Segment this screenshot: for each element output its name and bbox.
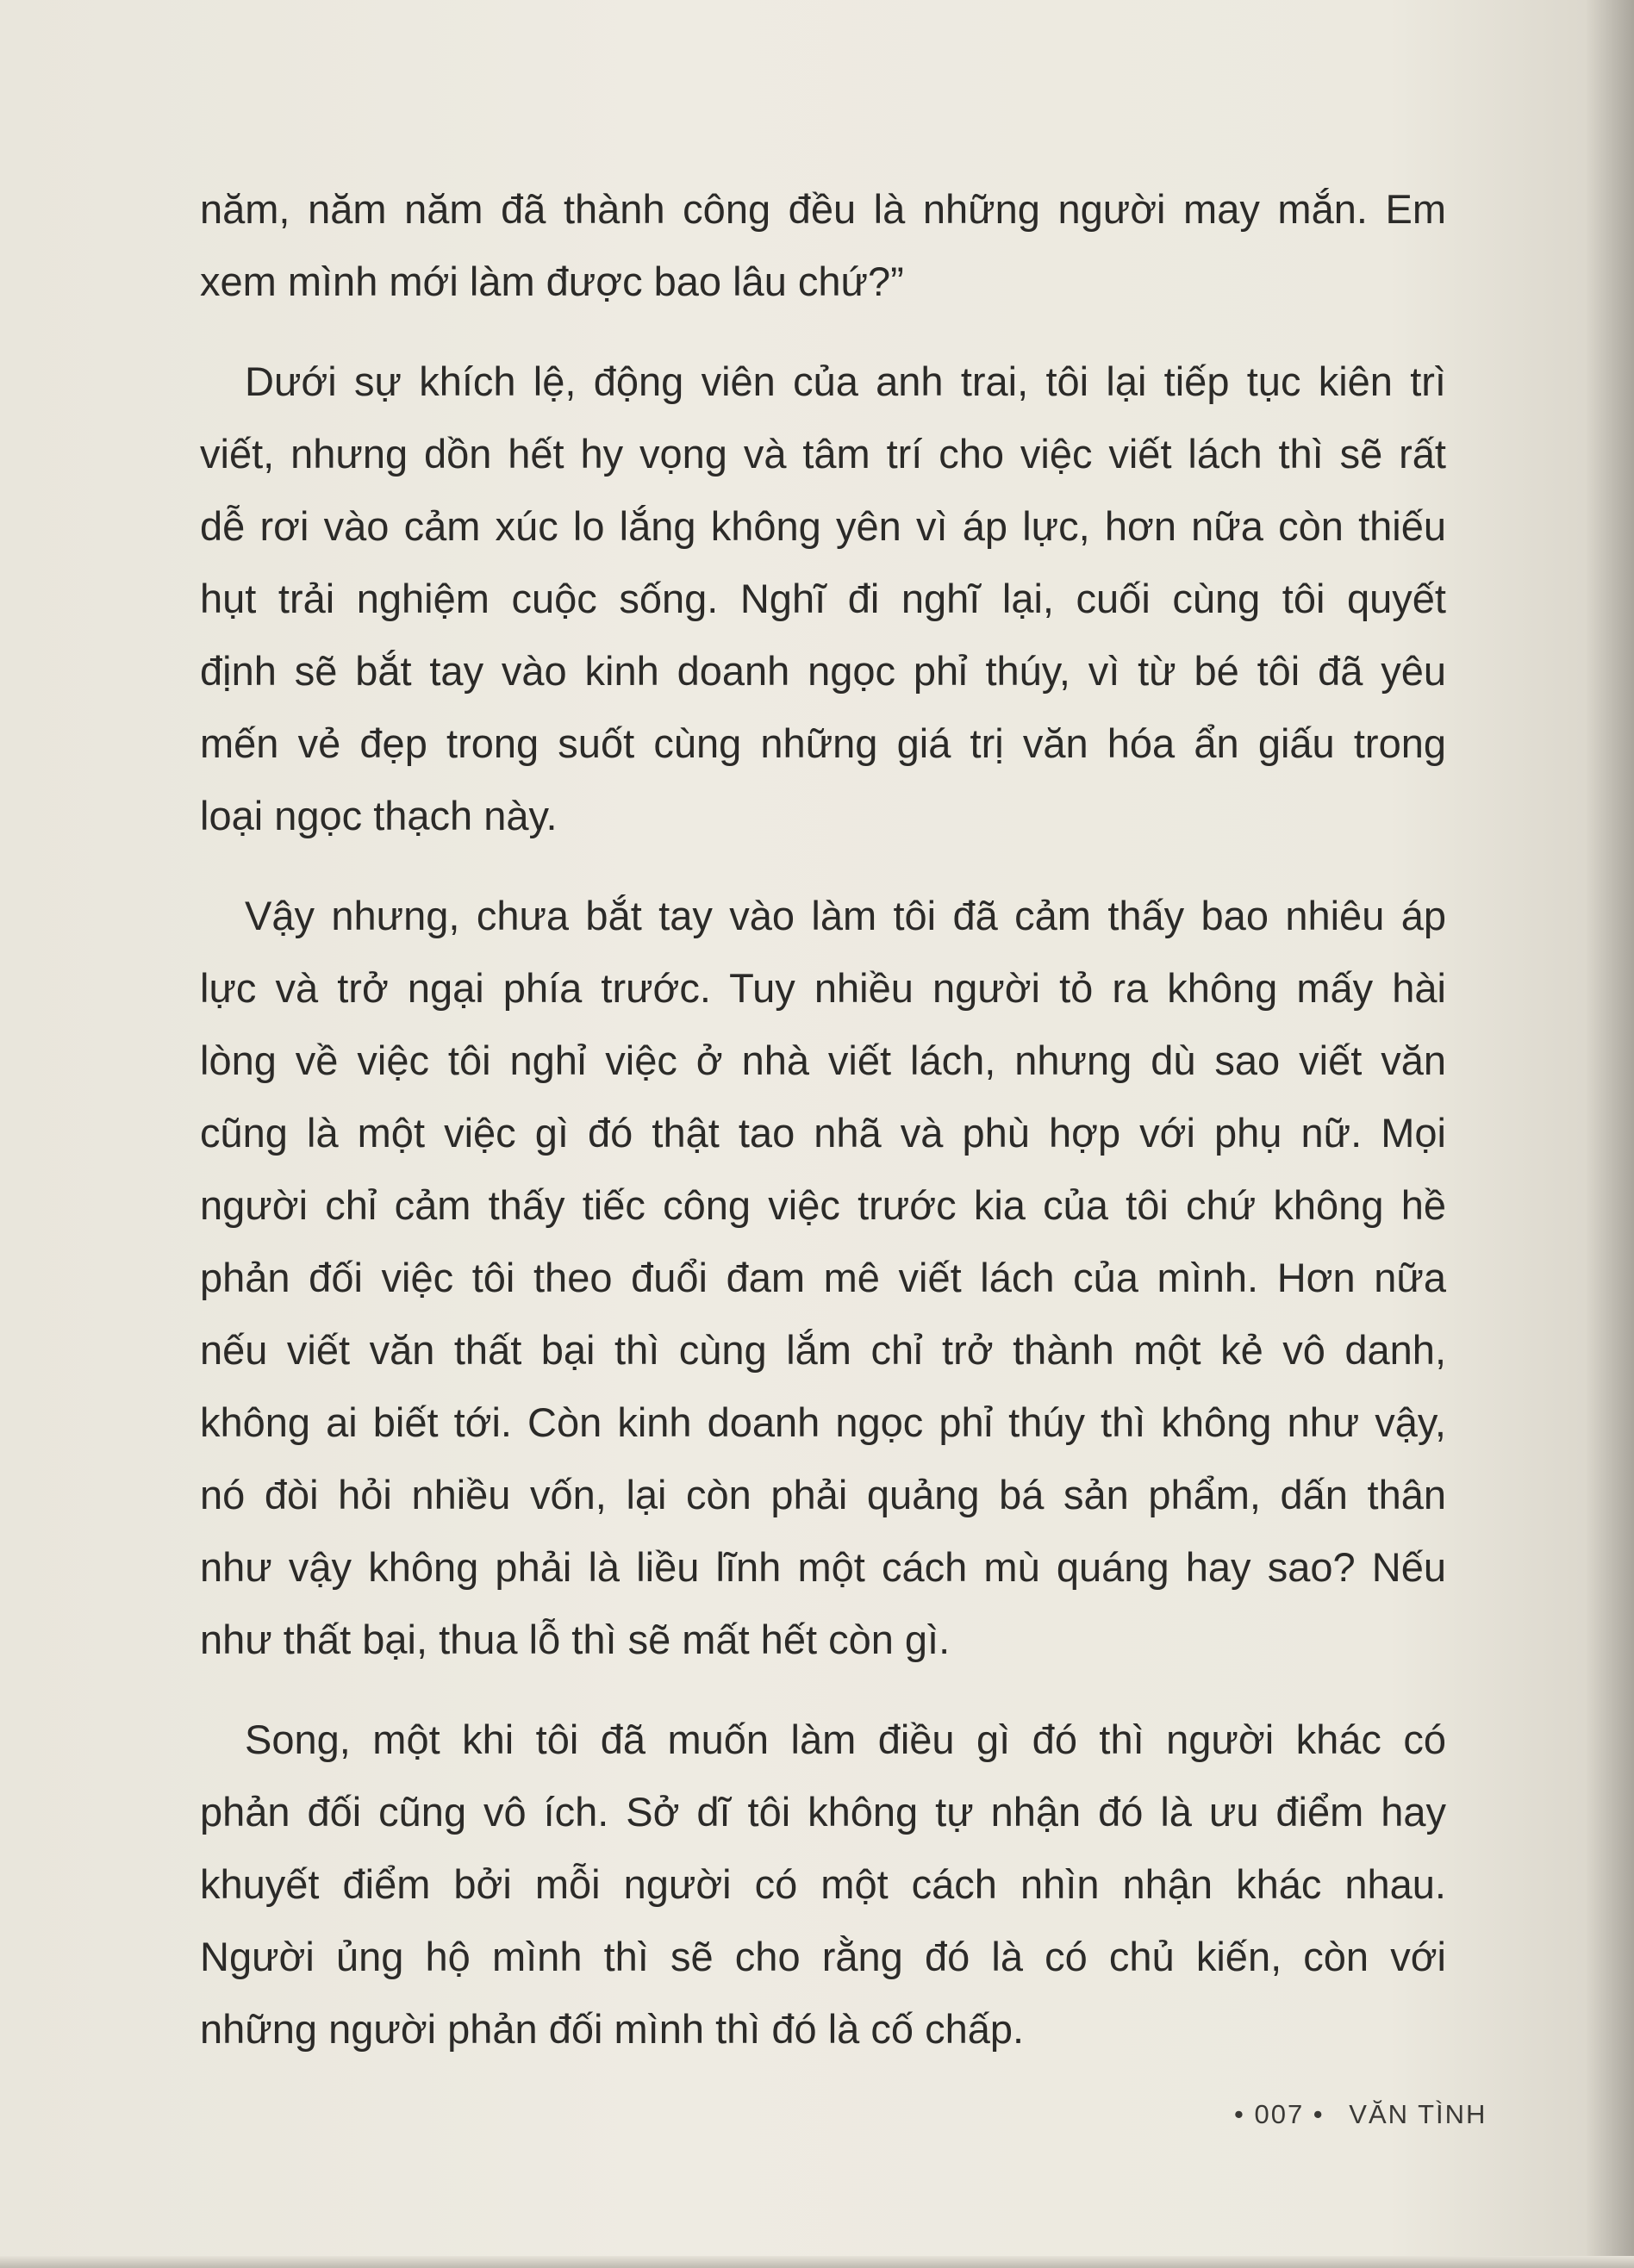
text-line: xem mình mới làm được bao lâu chứ?” [200,259,904,304]
text-line: phản đối việc tôi theo đuổi đam mê viết lách của mình. Hơn nữa [200,1255,1446,1300]
text-line: người chỉ cảm thấy tiếc công việc trước kia của tôi chứ không hề [200,1182,1446,1228]
text-line: loại ngọc thạch này. [200,793,558,838]
text-line: định sẽ bắt tay vào kinh doanh ngọc phỉ thúy, vì từ bé tôi đã yêu [200,648,1446,694]
text-line: không ai biết tới. Còn kinh doanh ngọc phỉ thúy thì không như vậy, [200,1399,1446,1445]
text-line: Người ủng hộ mình thì sẽ cho rằng đó là có chủ kiến, còn với [200,1934,1446,1979]
text-line: cũng là một việc gì đó thật tao nhã và phù hợp với phụ nữ. Mọi [200,1110,1446,1156]
text-line: Dưới sự khích lệ, động viên của anh trai, tôi lại tiếp tục kiên trì [245,358,1446,404]
text-line: như vậy không phải là liều lĩnh một cách mù quáng hay sao? Nếu [200,1544,1446,1590]
text-line: phản đối cũng vô ích. Sở dĩ tôi không tự nhận đó là ưu điểm hay [200,1789,1446,1835]
text-line: lòng về việc tôi nghỉ việc ở nhà viết lách, nhưng dù sao viết văn [200,1037,1446,1083]
paragraph [200,880,1446,1676]
text-line: viết, nhưng dồn hết hy vọng và tâm trí cho việc viết lách thì sẽ rất [200,431,1446,477]
page-edge [0,2256,1634,2268]
text-line: nếu viết văn thất bại thì cùng lắm chỉ trở thành một kẻ vô danh, [200,1327,1446,1373]
body-text [200,173,1446,2093]
running-author: VĂN TÌNH [1349,2099,1487,2129]
paragraph [200,346,1446,852]
text-line: Vậy nhưng, chưa bắt tay vào làm tôi đã cảm thấy bao nhiêu áp [245,893,1446,938]
text-line: mến vẻ đẹp trong suốt cùng những giá trị văn hóa ẩn giấu trong [200,720,1446,766]
text-line: năm, năm năm đã thành công đều là những người may mắn. Em [200,186,1446,232]
paragraph [200,173,1446,318]
text-line: nó đòi hỏi nhiều vốn, lại còn phải quảng bá sản phẩm, dấn thân [200,1472,1446,1517]
paragraph [200,1704,1446,2066]
text-line: như thất bại, thua lỗ thì sẽ mất hết còn gì. [200,1617,951,1662]
text-line: Song, một khi tôi đã muốn làm điều gì đó thì người khác có [245,1717,1446,1762]
page-number: • 007 • [1234,2099,1325,2129]
page-footer [1234,2099,1487,2130]
text-line: những người phản đối mình thì đó là cố chấp. [200,2006,1025,2052]
text-line: hụt trải nghiệm cuộc sống. Nghĩ đi nghĩ lại, cuối cùng tôi quyết [200,576,1446,621]
text-line: lực và trở ngại phía trước. Tuy nhiều người tỏ ra không mấy hài [200,965,1446,1011]
text-line: dễ rơi vào cảm xúc lo lắng không yên vì áp lực, hơn nữa còn thiếu [200,503,1446,549]
text-line: khuyết điểm bởi mỗi người có một cách nhìn nhận khác nhau. [200,1861,1446,1907]
